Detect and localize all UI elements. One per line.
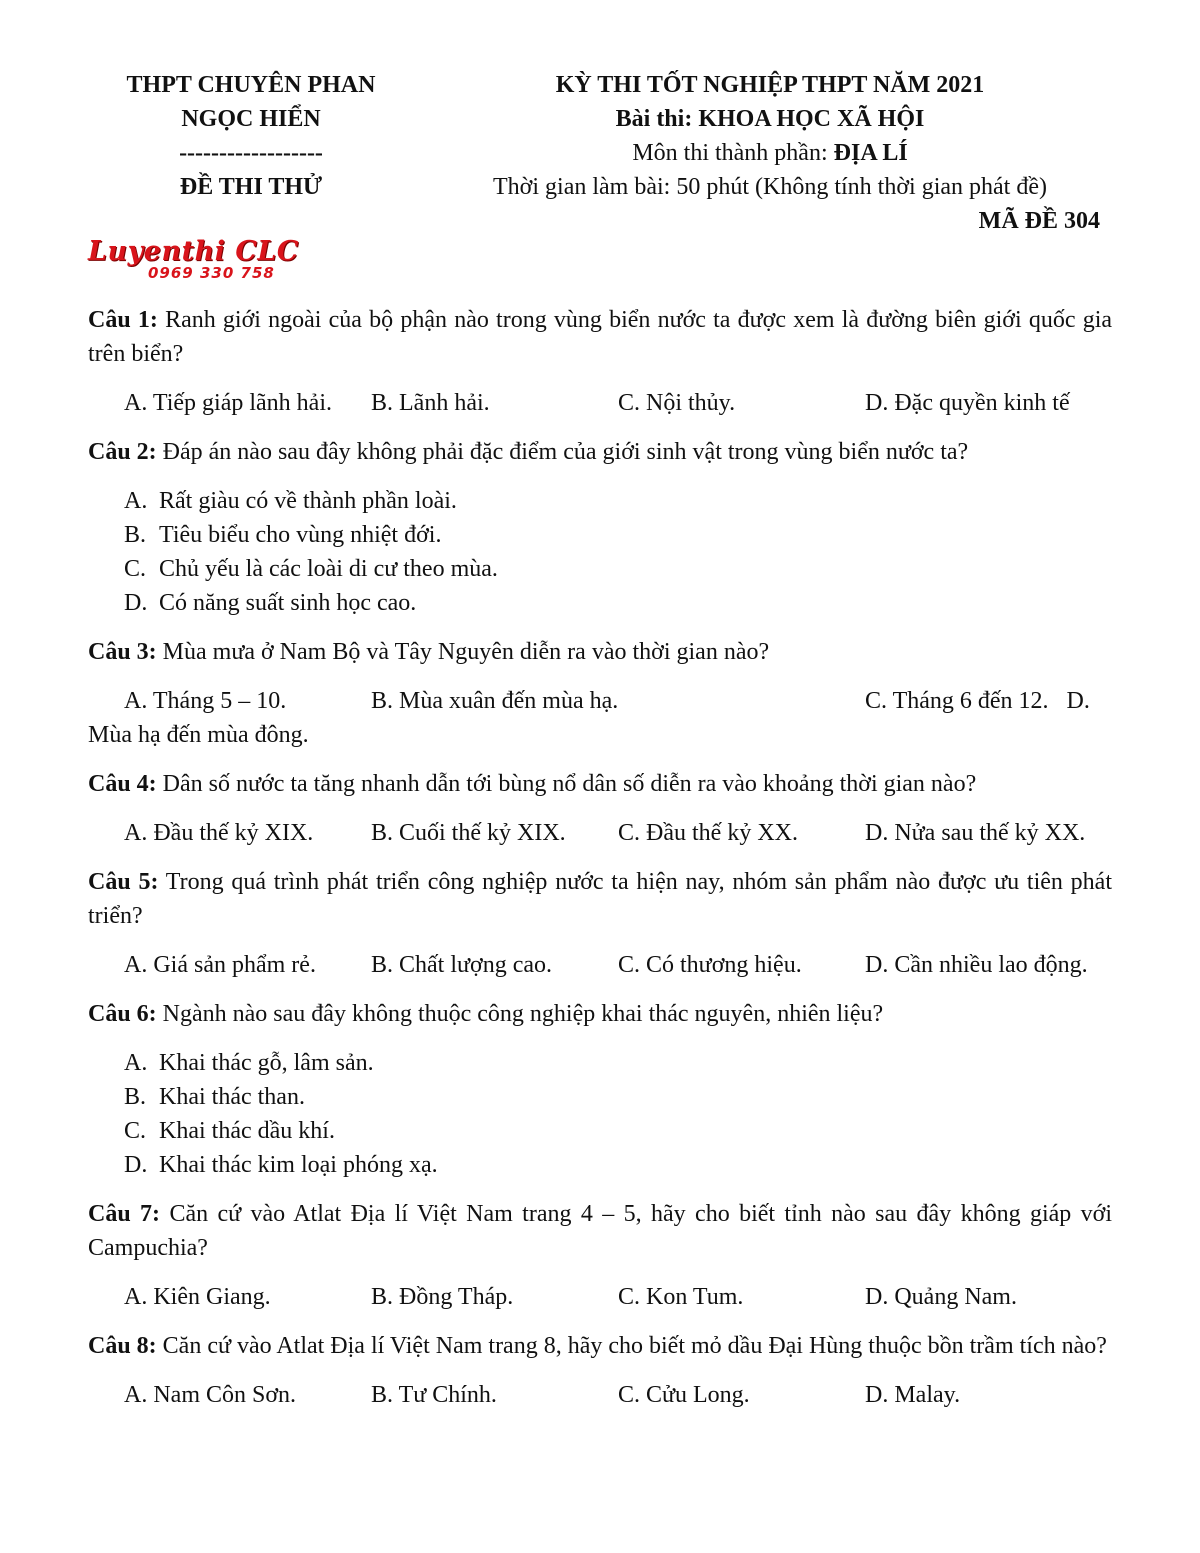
question-text: Căn cứ vào Atlat Địa lí Việt Nam trang 4 – 5, hãy cho biết tỉnh nào sau đây không giáp với Campuchia?: [88, 1201, 1113, 1261]
option-c: C. Nội thủy.: [618, 390, 736, 416]
option-c: C. Kon Tum.: [618, 1284, 744, 1310]
option-d: D. Khai thác kim loại phóng xạ.: [124, 1152, 438, 1178]
option-b: B. Mùa xuân đến mùa hạ.: [371, 688, 619, 714]
option-a: A. Khai thác gỗ, lâm sản.: [124, 1050, 374, 1076]
question-text: Trong quá trình phát triển công nghiệp nước ta hiện nay, nhóm sản phẩm nào được ưu tiên phát triển?: [88, 869, 1112, 929]
option-b: B. Tiêu biểu cho vùng nhiệt đới.: [124, 522, 442, 548]
question-5: [88, 865, 1112, 933]
option-a: A. Kiên Giang.: [124, 1284, 271, 1310]
option-c: C. Đầu thế kỷ XX.: [618, 820, 798, 846]
question-5-options: [124, 948, 1112, 982]
option-a: A. Đầu thế kỷ XIX.: [124, 820, 314, 846]
question-6: [88, 997, 1112, 1031]
question-text: Đáp án nào sau đây không phải đặc điểm của giới sinh vật trong vùng biển nước ta?: [156, 439, 969, 465]
school-block: [90, 68, 412, 204]
question-4: [88, 767, 1112, 801]
option-d: D. Quảng Nam.: [865, 1284, 1017, 1310]
test-line: [430, 102, 1110, 136]
option-c: C. Có thương hiệu.: [618, 952, 802, 978]
exam-info-block: [430, 68, 1110, 204]
question-label: Câu 6:: [88, 1001, 157, 1027]
question-3: [88, 635, 1112, 669]
option-d: D. Cần nhiều lao động.: [865, 952, 1088, 978]
school-name-line2: NGỌC HIỂN: [181, 106, 321, 132]
option-d: D. Đặc quyền kinh tế: [865, 390, 1070, 416]
question-text: Căn cứ vào Atlat Địa lí Việt Nam trang 8, hãy cho biết mỏ dầu Đại Hùng thuộc bồn trầm tích nào?: [156, 1333, 1107, 1359]
question-text: Dân số nước ta tăng nhanh dẫn tới bùng nổ dân số diễn ra vào khoảng thời gian nào?: [156, 771, 977, 797]
option-b: B. Đồng Tháp.: [371, 1284, 514, 1310]
question-4-options: [124, 816, 1112, 850]
question-1: [88, 303, 1112, 371]
test-prefix: Bài thi:: [615, 106, 699, 132]
brand-name: Luyenthi CLC: [88, 236, 299, 267]
question-label: Câu 4:: [88, 771, 157, 797]
option-d: D. Nửa sau thế kỷ XX.: [865, 820, 1086, 846]
option-d-text: Mùa hạ đến mùa đông.: [88, 722, 309, 748]
time-note: Thời gian làm bài: 50 phút (Không tính thời gian phát đề): [493, 174, 1047, 200]
school-name-line1: THPT CHUYÊN PHAN: [126, 72, 376, 98]
question-1-options: [124, 386, 1112, 420]
brand-logo: [88, 236, 318, 286]
option-a: A. Rất giàu có về thành phần loài.: [124, 488, 457, 514]
question-7: [88, 1197, 1112, 1265]
header-separator: ------------------: [179, 140, 323, 166]
option-c: C. Tháng 6 đến 12.: [865, 688, 1049, 714]
option-a: A. Tháng 5 – 10.: [124, 688, 287, 714]
question-text: Ranh giới ngoài của bộ phận nào trong vùng biển nước ta được xem là đường biên giới quốc gia trên biển?: [88, 307, 1113, 367]
question-list: [88, 303, 1112, 1427]
exam-type: ĐỀ THI THỬ: [179, 174, 323, 200]
option-a: A. Nam Côn Sơn.: [124, 1382, 297, 1408]
question-label: Câu 1:: [88, 307, 158, 333]
exam-code: MÃ ĐỀ 304: [978, 208, 1100, 234]
option-d: D. Malay.: [865, 1382, 961, 1408]
question-label: Câu 5:: [88, 869, 159, 895]
question-3-options: [88, 684, 1112, 752]
brand-phone: 0969 330 758: [148, 264, 275, 282]
option-b: B. Cuối thế kỷ XIX.: [371, 820, 566, 846]
question-7-options: [124, 1280, 1112, 1314]
option-c: C. Cửu Long.: [618, 1382, 750, 1408]
option-a: A. Tiếp giáp lãnh hải.: [124, 390, 332, 416]
question-label: Câu 2:: [88, 439, 157, 465]
question-2: [88, 435, 1112, 469]
option-c: C. Khai thác dầu khí.: [124, 1118, 335, 1144]
question-label: Câu 3:: [88, 639, 157, 665]
exam-title: KỲ THI TỐT NGHIỆP THPT NĂM 2021: [555, 72, 985, 98]
subject-line: [430, 136, 1110, 170]
option-b: B. Khai thác than.: [124, 1084, 305, 1110]
option-d: D. Có năng suất sinh học cao.: [124, 590, 417, 616]
question-text: Ngành nào sau đây không thuộc công nghiệp khai thác nguyên, nhiên liệu?: [156, 1001, 884, 1027]
question-8: [88, 1329, 1112, 1363]
question-label: Câu 8:: [88, 1333, 157, 1359]
option-b: B. Tư Chính.: [371, 1382, 497, 1408]
option-b: B. Chất lượng cao.: [371, 952, 553, 978]
option-c: C. Chủ yếu là các loài di cư theo mùa.: [124, 556, 498, 582]
subject-prefix: Môn thi thành phần:: [632, 140, 834, 166]
test-name: KHOA HỌC XÃ HỘI: [698, 106, 925, 132]
option-a: A. Giá sản phẩm rẻ.: [124, 952, 316, 978]
question-8-options: [124, 1378, 1112, 1412]
subject-name: ĐỊA LÍ: [833, 140, 908, 166]
option-b: B. Lãnh hải.: [371, 390, 490, 416]
question-text: Mùa mưa ở Nam Bộ và Tây Nguyên diễn ra vào thời gian nào?: [156, 639, 770, 665]
question-label: Câu 7:: [88, 1201, 161, 1227]
question-2-options: [124, 484, 1112, 620]
option-d-letter: D.: [1066, 688, 1090, 714]
question-6-options: [124, 1046, 1112, 1182]
